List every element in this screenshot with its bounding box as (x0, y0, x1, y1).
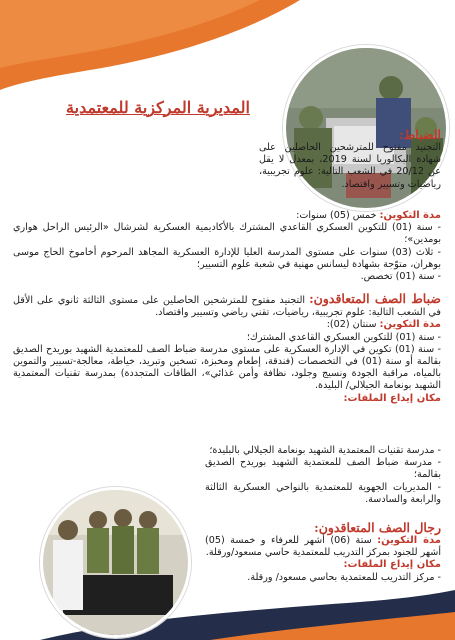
officers-item: - ثلاث (03) سنوات على مستوى المدرسة العليا للإدارة العسكرية المجاهد المرحوم أخاموخ الحاج موسى بوهران، متوّجة بشهادة ليسانس مهنية في شعبة علوم التسيير؛ (13, 246, 442, 270)
nco-place-item: - المديريات الجهوية للمعتمدية بالنواحي العسكرية الثالثة والرابعة والسادسة. (205, 481, 441, 505)
officers-intro: التجنيد مفتوح للمترشحين الحاصلين على شهادة البكالوريا لسنة 2019، بمعدل لا يقل عن 20/12 في الشعب التالية: علوم تجريبية، رياضيات وتسيير واقتصاد. (259, 142, 442, 190)
nco-place-label: مكان إيداع الملفات: (343, 392, 441, 404)
nco-duration-label: مدة التكوين: (379, 319, 441, 331)
enlisted-place-label: مكان إيداع الملفات: (343, 559, 441, 571)
officers-details (13, 210, 441, 283)
nco-intro: التجنيد مفتوح للمترشحين الحاصلين على مستوى الثالثة ثانوي على الأقل في الشعب التالية: علوم تجريبية، رياضيات، تقني رياضي وتسيير واقتصاد. (13, 295, 441, 319)
enlisted-duration-value: ستة (06) أشهر للعرفاء و خمسة (05) أشهر للجنود بمركز التدريب للمعتمدية حاسي مسعود/ورقلة. (205, 535, 441, 559)
officers-item: - سنة (01) للتكوين العسكري القاعدي المشترك بالأكاديمية العسكرية لشرشال «الرئيس الراحل هواري بومدين»؛ (13, 222, 442, 246)
nco-place-item: - مدرسة تقنيات المعتمدية الشهيد بونعامة الجيلالي بالبليدة؛ (209, 445, 441, 456)
enlisted-heading: رجال الصف المتعاقدون: (314, 520, 441, 535)
officers-duration-label: مدة التكوين: (379, 210, 441, 221)
nco-item: - سنة (01) للتكوين العسكري القاعدي المشترك؛ (246, 331, 441, 343)
nco-item: - سنة (01) تكوين في الإدارة العسكرية على مستوى مدرسة ضباط الصف للمعتمدية الشهيد بوريدح الصديق بقالمة أو سنة (01) في التخصصات (فندقة، إطعام ومخبزة، تسخين وتبريد، خياطة، معالجة-تسيير والتموين بالمياه، مراقبة الجودة ونسيج وجلود، نظافة وأمن غذائي»، الطاقات المتجددة) بمدرسة تقنيات المعتمدية الشهيد بونعامة الجيلالي/ البليدة. (13, 343, 441, 392)
officers-duration-value: خمس (05) سنوات: (296, 210, 380, 221)
enlisted-place-item: - مركز التدريب للمعتمدية بحاسي مسعود/ ورقلة. (247, 571, 441, 583)
nco-place-item: - مدرسة ضباط الصف للمعتمدية الشهيد بوريدح الصديق بقالمة؛ (205, 457, 441, 481)
officers-section (259, 127, 441, 191)
nco-duration-value: سنتان (02): (326, 319, 380, 331)
nco-places (205, 445, 441, 506)
page-title: المديرية المركزية للمعتمدية (66, 98, 250, 117)
enlisted-section (205, 520, 441, 584)
enlisted-duration-label: مدة التكوين: (377, 535, 441, 546)
nco-section (13, 291, 441, 405)
officers-item: - سنة (01) تخصص. (360, 271, 441, 283)
officers-heading: الضباط: (399, 127, 441, 142)
bottom-photo (40, 487, 191, 638)
nco-heading: ضباط الصف المتعاقدون: (309, 291, 441, 306)
